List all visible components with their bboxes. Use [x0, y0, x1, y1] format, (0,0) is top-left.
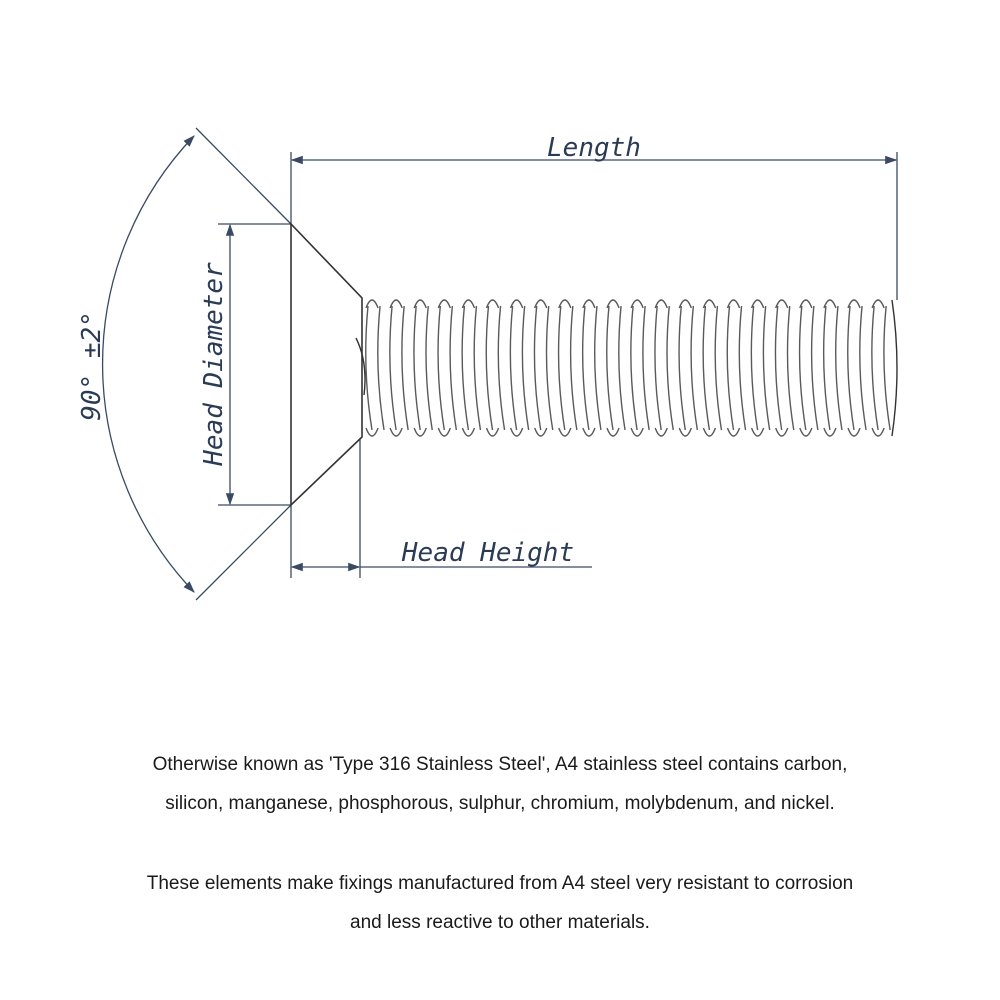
angle-label: 90° ±2°: [77, 311, 107, 421]
screw-thread-body: [356, 300, 897, 436]
head-height-label: Head Height: [401, 538, 575, 568]
description-line: These elements make fixings manufactured from A4 steel very resistant to corrosion: [146, 873, 854, 894]
description-line: silicon, manganese, phosphorous, sulphur, chromium, molybdenum, and nickel.: [165, 793, 835, 814]
description-paragraph-2: [0, 864, 1000, 942]
description-line: Otherwise known as 'Type 316 Stainless Steel', A4 stainless steel contains carbon,: [152, 754, 848, 775]
head-diameter-label: Head Diameter: [199, 262, 229, 466]
length-dimension: [291, 152, 897, 300]
description-line: and less reactive to other materials.: [350, 912, 650, 933]
angle-dimension: [103, 128, 291, 600]
screw-head: [291, 224, 362, 505]
length-label: Length: [547, 133, 641, 163]
description-paragraph-1: [0, 745, 1000, 823]
